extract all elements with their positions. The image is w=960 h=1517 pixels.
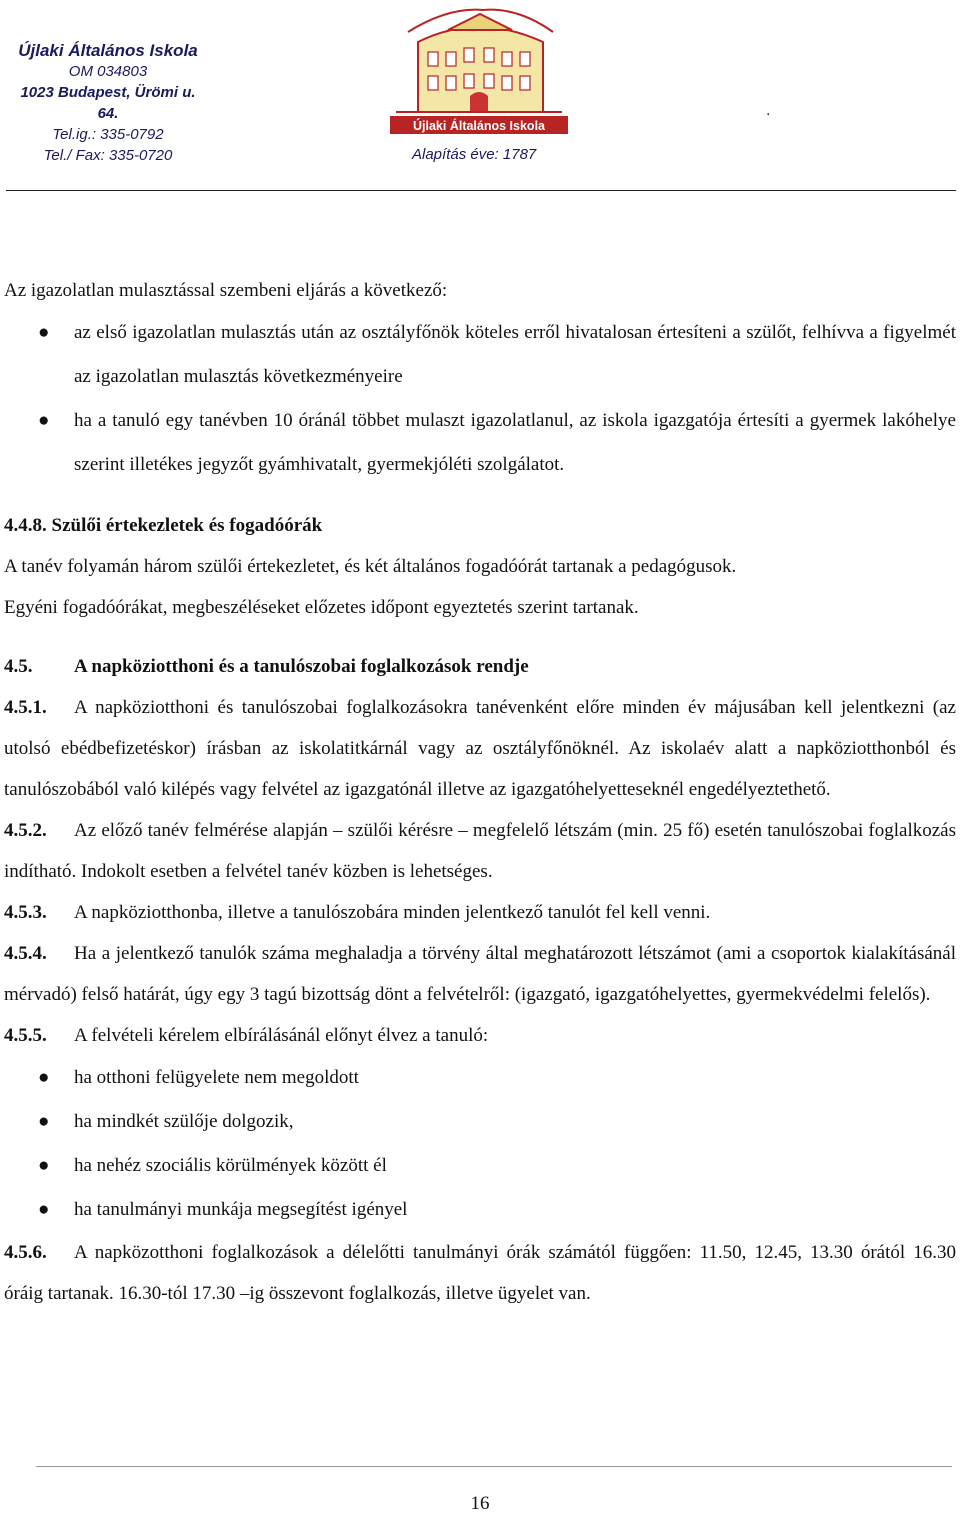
school-name: Újlaki Általános Iskola [18, 41, 198, 60]
page-number: 16 [470, 1493, 490, 1514]
document-body [4, 270, 956, 1314]
bullet-icon: ● [38, 410, 50, 431]
school-letterhead [8, 40, 208, 166]
item-452: 4.5.2. Az előző tanév felmérése alapján – szülői kérésre – megfelelő létszám (min. 25 fő) esetén tanulószobai foglalkozás indítható. Indokolt esetben a felvétel tanév közben is lehetséges. [4, 820, 956, 882]
parent-meetings-paragraph: A tanév folyamán három szülői értekezletet, és két általános fogadóórát tartanak a pedagógusok. [4, 556, 737, 577]
list-item: ● ha nehéz szociális körülmények között él [4, 1144, 956, 1188]
list-item: ● ha a tanuló egy tanévben 10 óránál többet mulaszt igazolatlanul, az iskola igazgatója értesíti a gyermek lakóhelye szerint illetékes jegyzőt gyámhivatalt, gyermekjóléti szolgálatot. [4, 399, 956, 487]
item-451: 4.5.1. A napköziotthoni és tanulószobai foglalkozásokra tanévenként előre minden év májusában kell jelentkezni (az utolsó ebédbefizetéskor) írásban az iskolatitkárnál vagy az osztályfőnöknél. Az iskolaév alatt a napköziotthonból és tanulószobából való kilépés vagy felvétel az igazgatónál illetve az igazgatóhelyetteseknél engedélyeztethető. [4, 697, 956, 800]
bullet-icon: ● [38, 1155, 50, 1176]
school-phone: Tel.ig.: 335-0792 [52, 126, 164, 143]
founded-year: Alapítás éve: 1787 [412, 146, 537, 163]
school-fax: Tel./ Fax: 335-0720 [43, 147, 173, 164]
logo-text: Újlaki Általános Iskola [413, 119, 545, 133]
consultation-paragraph: Egyéni fogadóórákat, megbeszéléseket előzetes időpont egyeztetés szerint tartanak. [4, 597, 639, 618]
list-item: ● ha otthoni felügyelete nem megoldott [4, 1056, 956, 1100]
item-453: 4.5.3. A napköziotthonba, illetve a tanulószobára minden jelentkező tanulót fel kell venni. [4, 902, 711, 923]
list-item: ● ha tanulmányi munkája megsegítést igényel [4, 1188, 956, 1232]
absence-procedure-intro: Az igazolatlan mulasztással szembeni eljárás a következő: [4, 280, 448, 301]
list-item: ● az első igazolatlan mulasztás után az osztályfőnök köteles erről hivatalosan értesíteni a szülőt, felhívva a figyelmét az igazolatlan mulasztás következményeire [4, 311, 956, 399]
header-divider [6, 190, 956, 191]
item-456: 4.5.6. A napközotthoni foglalkozások a délelőtti tanulmányi órák számától függően: 11.50, 12.45, 13.30 órától 16.30 óráig tartanak. 16.30-tól 17.30 –ig összevont foglalkozás, illetve ügyelet van. [4, 1242, 956, 1304]
bullet-icon: ● [38, 322, 50, 343]
item-455: 4.5.5. A felvételi kérelem elbírálásánál előnyt élvez a tanuló: [4, 1025, 489, 1046]
list-item: ● ha mindkét szülője dolgozik, [4, 1100, 956, 1144]
item-454: 4.5.4. Ha a jelentkező tanulók száma meghaladja a törvény által meghatározott létszámot (ami a csoportok kialakításánál mérvadó) felső határát, úgy egy 3 tagú bizottság dönt a felvételről: (igazgató, igazgatóhelyettes, gyermekvédelmi felelős). [4, 943, 956, 1005]
preference-list [4, 1056, 956, 1232]
section-heading-45: 4.5. A napköziotthoni és a tanulószobai foglalkozások rendje [4, 656, 529, 677]
bullet-icon: ● [38, 1199, 50, 1220]
section-heading-448: 4.4.8. Szülői értekezletek és fogadóórák [4, 515, 323, 536]
absence-procedure-list [4, 311, 956, 487]
school-address: 1023 Budapest, Ürömi u. 64. [20, 84, 196, 122]
school-logo [388, 2, 570, 136]
bullet-icon: ● [38, 1067, 50, 1088]
bullet-icon: ● [38, 1111, 50, 1132]
footer-divider [36, 1466, 952, 1467]
header-dot: . [766, 102, 771, 119]
om-code: OM 034803 [68, 63, 148, 80]
